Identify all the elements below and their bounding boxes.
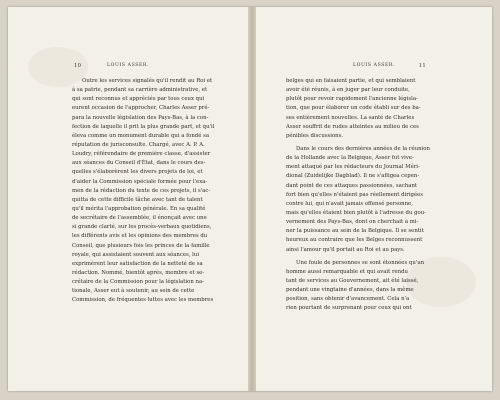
text-line: ment attaqué par les rédacteurs du Journal Méri- [286,164,420,171]
text-line: tion, que pour élaborer un code établi sur des ba- [286,105,421,112]
text-line: contre lui, qui n'avait jamais offensé personne, [286,200,413,207]
text-line: eurent occasion de l'approcher, Charles Asser pré- [72,105,210,112]
text-line: ner la puissance au sein de la Belgique. Il se sentit [286,228,424,235]
text-line: rien pourtant de surprenant pour ceux qui ont [286,305,412,312]
text-line: de la Hollande avec la Belgique, Asser fut vive- [286,155,414,162]
text-line: para la nouvelle législation des Pays-Bas, à la con- [72,114,209,121]
text-line: tant de services au Gouvernement, ait été laissé, [286,277,419,284]
left-page-text [72,77,222,306]
text-line: dional (Zuidelijke Dagblad). Il ne s'afligea cepen- [286,173,420,180]
right-page-text [286,77,436,314]
text-line: avoir été réunis, à en juger par leur conduite, [286,87,410,94]
left-running-title: LOUIS ASSER. [106,63,150,68]
text-line: position, sans obtenir d'avancement. Cela n'a [286,296,410,303]
left-running-header [8,63,248,73]
text-line: les différents avis et les opinions des membres du [72,233,208,240]
text-line: royale, qui assistaient souvent aux séances, lui [72,251,200,258]
text-line: réputation de jurisconsulte. Chargé, avec A. P. A. [72,141,205,148]
text-line: tionale, Asser eut à soutenir, au sein de cette [72,288,195,295]
text-line: crétaire de la Commission pour la législation na- [72,279,204,286]
text-line: qu'il mérita l'approbation générale. En sa qualité [72,205,206,212]
text-line: vernement des Pays-Bas, dont on cherchait à mi- [286,219,419,226]
text-line: men de la rédaction du texte de ces projets, il s'ac- [72,187,211,194]
text-line: dant point de ces attaques passionnées, sachant [286,182,418,189]
text-line: homme aussi remarquable et qui avait rendu [286,268,408,275]
text-line: pénibles discussions. [286,132,344,139]
text-line: belges qui en faisaient partie, et qui semblaient [286,78,416,84]
text-line: quitta de cette difficile tâche avec tant de talent [72,196,203,203]
right-page [256,7,492,391]
text-line: quelles s'élaborèrent les divers projets de loi, et [72,169,203,176]
text-line: exprimèrent leur satisfaction de la netteté de sa [72,260,203,267]
text-line: ses entièrement nouvelles. La santé de Charles [286,114,415,121]
text-line: aux séances du Conseil d'État, dans le cours des- [72,160,206,167]
book-spread [8,7,492,391]
right-running-header [256,63,492,73]
left-page-number: 10 [74,63,82,69]
text-line: Commission, de fréquentes luttes avec les membres [72,297,214,304]
text-line: éleva comme un monument durable qui a fondé sa [72,132,210,139]
text-line: plutôt pour revoir rapidement l'ancienne législa- [286,96,418,103]
text-line: Outre les services signalés qu'il rendit au Roi et [82,78,213,84]
text-line: Une foule de personnes se sont étonnées qu'un [296,259,425,266]
text-line: Conseil, que plusieurs fois les princes de la famille [72,242,210,249]
text-line: de secrétaire de l'assemblée, il énonçait avec une [72,215,207,222]
text-line: si grande clarté, sur les procès-verbaux quotidiens, [72,224,212,231]
text-line: Asser souffrit de rudes atteintes au milieu de ces [286,123,419,130]
text-line: qui sont reconnus et appréciés par tous ceux qui [72,96,205,103]
text-line: fort bien qu'elles n'étaient pas réellement dirigées [286,191,424,198]
text-line: à sa patrie, pendant sa carrière administrative, et [72,87,208,94]
text-line: Dans le cours des dernières années de la réunion [296,145,430,152]
text-line: d'aider la Commission spéciale formée pour l'exa- [72,178,208,185]
right-page-number: 11 [418,63,426,69]
text-line: Loudry, référendaire de première classe, d'assister [72,151,211,158]
text-line: heureux au contraire que les Belges reconnussent [286,237,423,244]
text-line: pendant une vingtaine d'années, dans la même [286,287,414,294]
book-gutter [248,7,256,391]
text-line: fection de laquelle il prit la plus grande part, et qu'il [72,123,215,130]
text-line: ainsi l'amour qu'il portait au Roi et au pays. [286,246,405,253]
right-running-title: LOUIS ASSER. [352,63,396,68]
text-line: rédaction. Nommé, bientôt après, membre et se- [72,269,205,276]
text-line: mais qu'elles étaient bien plutôt à l'adresse du gou- [286,209,426,216]
left-page [8,7,248,391]
